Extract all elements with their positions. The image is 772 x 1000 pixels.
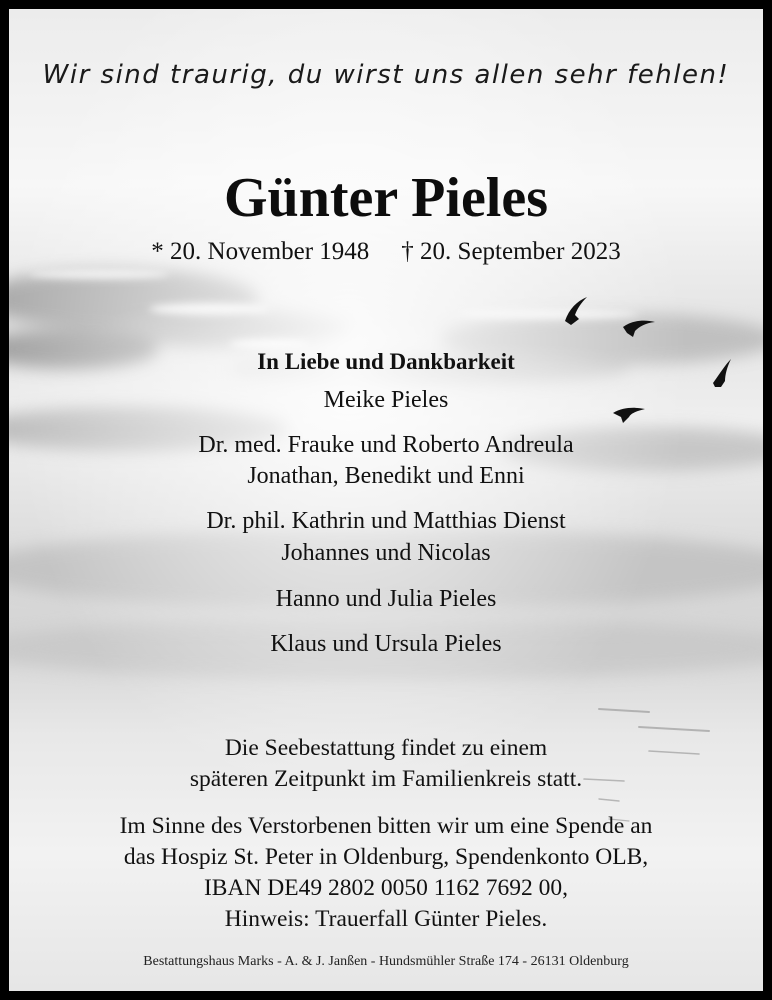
mourner-line: Dr. med. Frauke und Roberto Andreula: [198, 432, 574, 458]
motto-text: Wir sind traurig, du wirst uns allen sehr fehlen!: [42, 60, 730, 90]
mourner-line: Jonathan, Benedikt und Enni: [247, 463, 525, 489]
donation-notice-line: IBAN DE49 2802 0050 1162 7692 00,: [203, 875, 569, 901]
mourner-line: Hanno und Julia Pieles: [275, 586, 497, 612]
mourner-line: Johannes und Nicolas: [281, 540, 491, 566]
donation-notice-line: Im Sinne des Verstorbenen bitten wir um eine Spende an: [119, 813, 653, 839]
mourner-line: Klaus und Ursula Pieles: [270, 631, 502, 657]
mourner-line: Meike Pieles: [323, 387, 449, 413]
funeral-home-footer: Bestattungshaus Marks - A. & J. Janßen - Hundsmühler Straße 174 - 26131 Oldenburg: [143, 954, 629, 969]
obituary-content: [9, 9, 763, 991]
burial-notice-line: Die Seebestattung findet zu einem: [224, 735, 548, 761]
burial-notice-line: späteren Zeitpunkt im Familienkreis statt.: [189, 766, 583, 792]
thanks-heading: In Liebe und Dankbarkeit: [257, 349, 515, 374]
birth-date: * 20. November 1948: [151, 238, 370, 265]
death-date: † 20. September 2023: [401, 238, 621, 265]
mourner-line: Dr. phil. Kathrin und Matthias Dienst: [206, 508, 566, 534]
donation-notice-line: Hinweis: Trauerfall Günter Pieles.: [224, 906, 548, 932]
donation-notice-line: das Hospiz St. Peter in Oldenburg, Spendenkonto OLB,: [123, 844, 649, 870]
life-dates: [9, 238, 763, 266]
deceased-name: Günter Pieles: [223, 167, 549, 229]
